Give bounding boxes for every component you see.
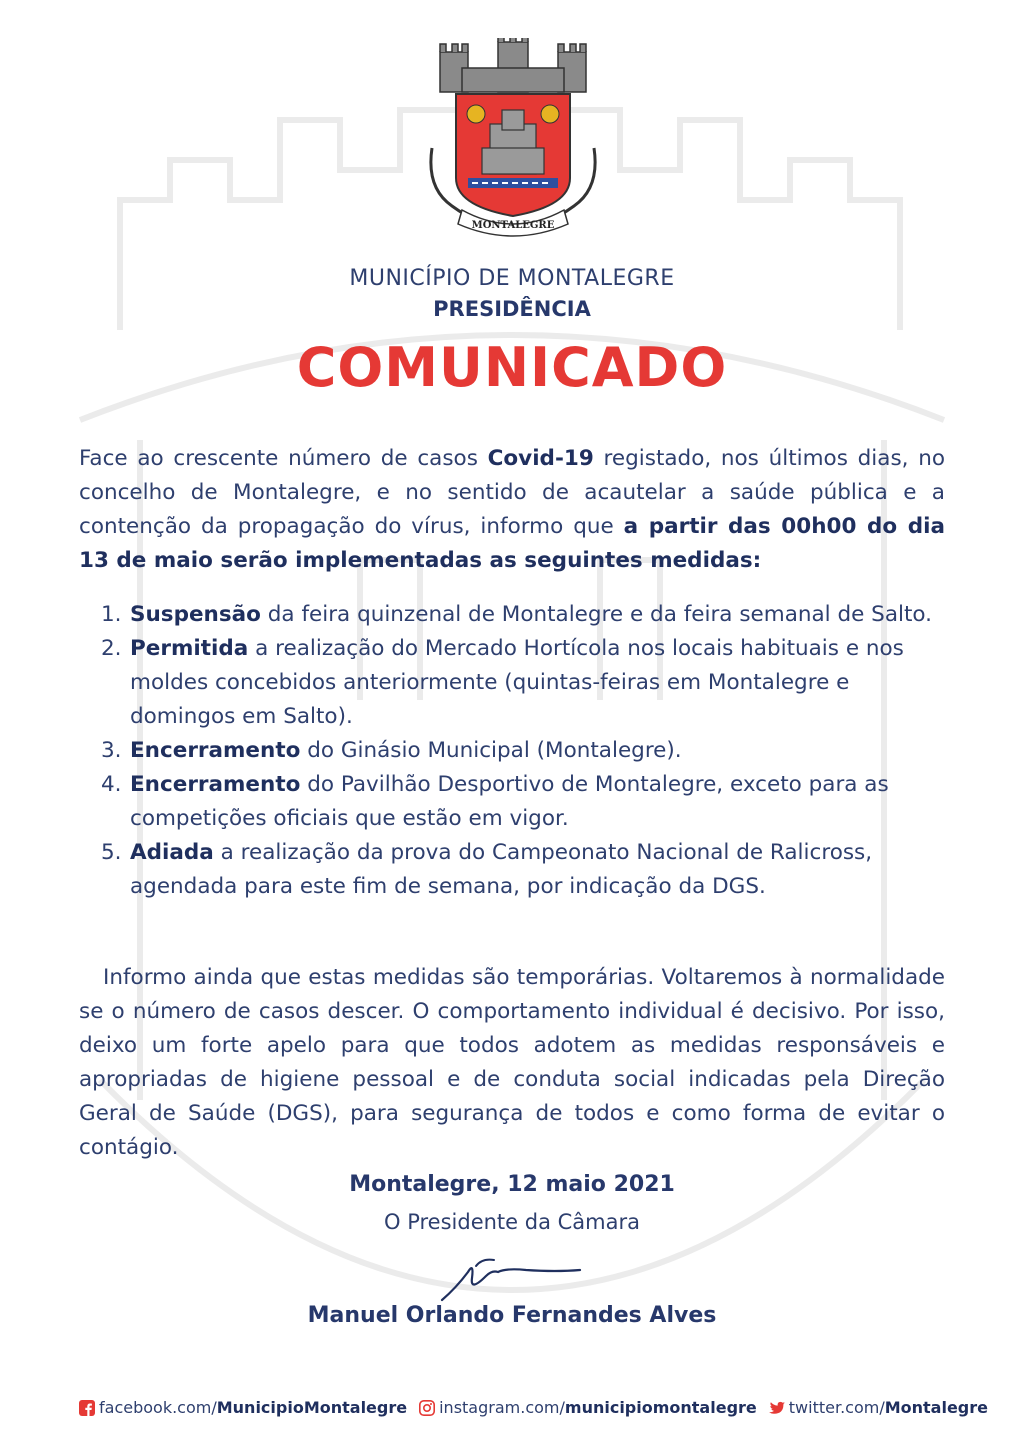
twitter-prefix: twitter.com/	[788, 1398, 885, 1417]
intro-text-1: Face ao crescente número de casos	[79, 446, 488, 471]
item-text: do Ginásio Municipal (Montalegre).	[300, 738, 682, 763]
item-number: 4.	[101, 772, 122, 797]
item-text: a realização da prova do Campeonato Nacional de Ralicross, agendada para este fim de semana, por indicação da DGS.	[130, 840, 873, 899]
instagram-link[interactable]	[419, 1398, 757, 1417]
twitter-handle: Montalegre	[884, 1398, 988, 1417]
signatory-name: Manuel Orlando Fernandes Alves	[307, 1303, 717, 1328]
facebook-handle: MunicipioMontalegre	[216, 1398, 408, 1417]
item-keyword: Encerramento	[130, 772, 301, 797]
item-number: 3.	[101, 738, 122, 763]
item-keyword: Encerramento	[130, 738, 301, 763]
item-number: 5.	[101, 840, 122, 865]
municipality-name: MUNICÍPIO DE MONTALEGRE	[349, 266, 675, 291]
instagram-icon	[419, 1400, 435, 1416]
item-number: 1.	[101, 602, 122, 627]
list-item	[79, 836, 949, 904]
item-keyword: Adiada	[130, 840, 214, 865]
list-item	[79, 734, 949, 768]
handwritten-signature	[436, 1248, 586, 1306]
twitter-link[interactable]	[769, 1398, 988, 1417]
facebook-icon	[79, 1400, 95, 1416]
municipal-crest	[422, 38, 604, 238]
intro-bold-1: Covid-19	[487, 446, 594, 471]
item-text: da feira quinzenal de Montalegre e da feira semanal de Salto.	[260, 602, 933, 627]
item-keyword: Suspensão	[130, 602, 261, 627]
facebook-prefix: facebook.com/	[99, 1398, 217, 1417]
signatory-role: O Presidente da Câmara	[384, 1210, 640, 1234]
list-item	[79, 768, 949, 836]
instagram-handle: municipiomontalegre	[564, 1398, 757, 1417]
list-item	[79, 598, 949, 632]
instagram-prefix: instagram.com/	[439, 1398, 565, 1417]
social-footer	[79, 1398, 988, 1417]
page-title: COMUNICADO	[296, 336, 728, 399]
signature-date: Montalegre, 12 maio 2021	[349, 1172, 675, 1197]
intro-paragraph	[79, 442, 945, 578]
item-text: a realização do Mercado Hortícola nos locais habituais e nos moldes concebidos anteriormente (quintas-feiras em Montalegre e domingos em Salto).	[130, 636, 904, 729]
list-item	[79, 632, 949, 734]
closing-paragraph: Informo ainda que estas medidas são temporárias. Voltaremos à normalidade se o número de casos descer. O comportamento individual é decisivo. Por isso, deixo um forte apelo para que todos adotem as medidas responsáveis e apropriadas de higiene pessoal e de conduta social indicadas pela Direção Geral de Saúde (DGS), para segurança de todos e como forma de evitar o contágio.	[79, 965, 945, 1160]
office-name: PRESIDÊNCIA	[433, 297, 591, 321]
facebook-link[interactable]	[79, 1398, 407, 1417]
item-text: do Pavilhão Desportivo de Montalegre, exceto para as competições oficiais que estão em vigor.	[130, 772, 889, 831]
intro-text-2: registado, nos últimos dias, no concelho de Montalegre, e no sentido de acautelar a saúde pública e a contenção da propagação do vírus, informo que	[79, 446, 945, 539]
item-number: 2.	[101, 636, 122, 661]
intro-bold-2: a partir das 00h00 do dia 13 de maio serão implementadas as seguintes medidas:	[79, 514, 945, 573]
measures-list	[79, 598, 949, 904]
svg-text:MONTALEGRE: MONTALEGRE	[471, 220, 555, 231]
item-keyword: Permitida	[130, 636, 249, 661]
twitter-icon	[769, 1400, 785, 1416]
